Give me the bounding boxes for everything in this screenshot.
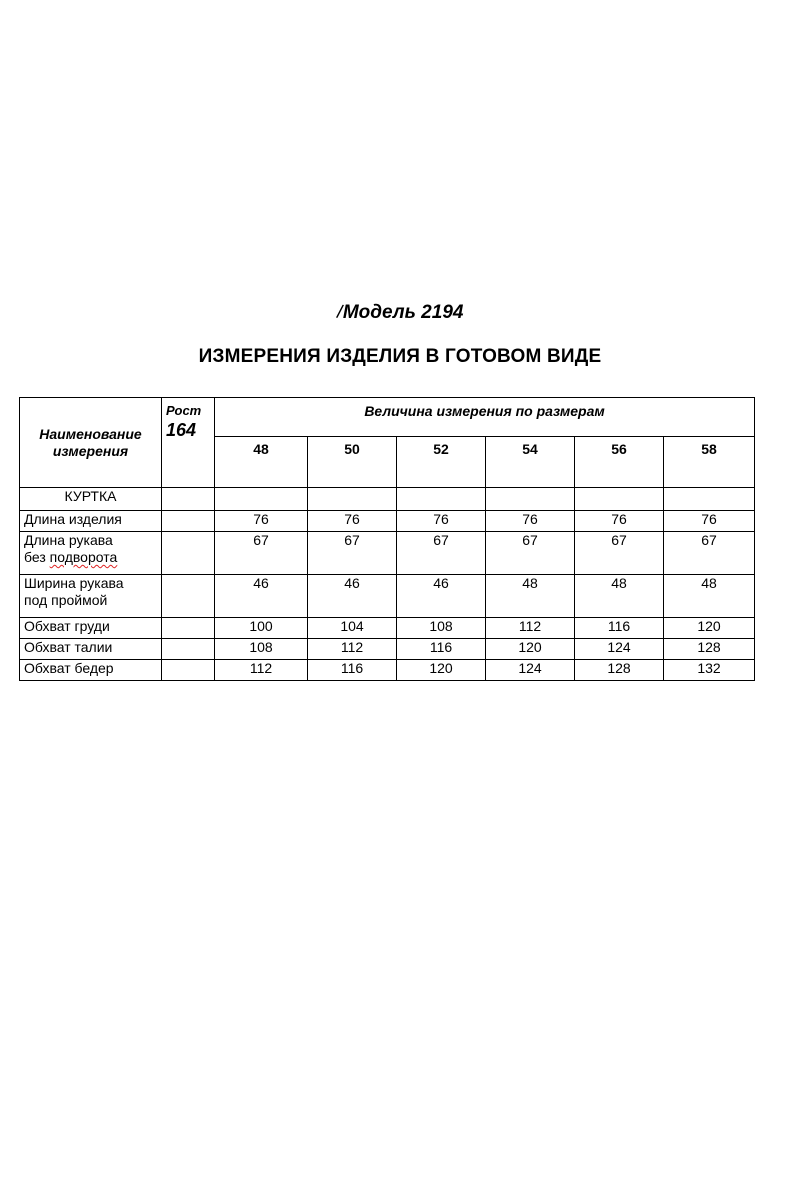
table-cell: 76: [308, 511, 397, 532]
table-cell: 112: [308, 639, 397, 660]
size-header: 48: [215, 437, 308, 488]
table-cell: 46: [308, 575, 397, 618]
table-cell: [162, 532, 215, 575]
table-cell: [486, 488, 575, 511]
table-cell: 128: [575, 660, 664, 681]
table-cell: 104: [308, 618, 397, 639]
table-cell: 120: [664, 618, 755, 639]
table-cell: 112: [486, 618, 575, 639]
row-label-line1: Длина рукава: [24, 532, 113, 548]
table-cell: [162, 488, 215, 511]
table-cell: 67: [575, 532, 664, 575]
measurements-table: [19, 397, 755, 681]
measurement-name-header-line1: Наименование: [39, 425, 142, 442]
table-cell: 67: [397, 532, 486, 575]
row-label-line1: Ширина рукава: [24, 575, 124, 591]
table-cell: [308, 488, 397, 511]
table-cell: 132: [664, 660, 755, 681]
table-cell: 46: [215, 575, 308, 618]
table-cell: [397, 488, 486, 511]
table-cell: 67: [486, 532, 575, 575]
measurement-name-header-line2: измерения: [52, 442, 129, 459]
table-cell: 112: [215, 660, 308, 681]
table-cell: 108: [397, 618, 486, 639]
height-header: [162, 398, 215, 488]
table-cell: 76: [215, 511, 308, 532]
measurement-name-header: [20, 398, 162, 488]
table-cell: [162, 511, 215, 532]
table-row: [20, 618, 755, 639]
height-label: Рост: [166, 403, 202, 418]
table-cell: [162, 575, 215, 618]
table-cell: 124: [575, 639, 664, 660]
model-title-slash: /: [334, 301, 345, 324]
table-row: [20, 575, 755, 618]
table-cell: 108: [215, 639, 308, 660]
table-cell: 67: [308, 532, 397, 575]
row-label: [20, 532, 162, 575]
table-cell: 76: [486, 511, 575, 532]
size-header: 52: [397, 437, 486, 488]
table-cell: 116: [308, 660, 397, 681]
table-cell: 48: [486, 575, 575, 618]
row-label-line2a: без: [24, 549, 50, 565]
section-row: [20, 488, 755, 511]
table-cell: [215, 488, 308, 511]
row-label-line2b: подворота: [49, 549, 118, 565]
table-row: [20, 660, 755, 681]
table-cell: [162, 660, 215, 681]
row-label: Обхват груди: [20, 618, 162, 639]
table-cell: 76: [397, 511, 486, 532]
table-cell: 67: [664, 532, 755, 575]
model-title-text: Модель 2194: [342, 302, 464, 323]
size-header: 54: [486, 437, 575, 488]
table-cell: 100: [215, 618, 308, 639]
table-cell: 48: [575, 575, 664, 618]
table-cell: 46: [397, 575, 486, 618]
table-cell: [575, 488, 664, 511]
table-cell: 67: [215, 532, 308, 575]
table-row: [20, 639, 755, 660]
header-row-1: [20, 398, 755, 437]
row-label: Обхват бедер: [20, 660, 162, 681]
table-cell: [664, 488, 755, 511]
model-title: [0, 302, 800, 324]
size-header: 58: [664, 437, 755, 488]
table-cell: 48: [664, 575, 755, 618]
table-row: [20, 532, 755, 575]
table-cell: 116: [575, 618, 664, 639]
row-label: Длина изделия: [20, 511, 162, 532]
table-cell: [162, 618, 215, 639]
table-cell: 76: [664, 511, 755, 532]
section-label: КУРТКА: [20, 488, 162, 511]
row-label: Обхват талии: [20, 639, 162, 660]
table-cell: 124: [486, 660, 575, 681]
table-cell: 128: [664, 639, 755, 660]
size-header: 56: [575, 437, 664, 488]
table-cell: 120: [397, 660, 486, 681]
table-cell: 76: [575, 511, 664, 532]
table-cell: 116: [397, 639, 486, 660]
sizes-header: Величина измерения по размерам: [215, 398, 755, 437]
table-row: [20, 511, 755, 532]
table-cell: [162, 639, 215, 660]
height-value: 164: [166, 420, 197, 440]
table-cell: 120: [486, 639, 575, 660]
row-label-line2: под проймой: [24, 592, 108, 608]
row-label: [20, 575, 162, 618]
page-title: ИЗМЕРЕНИЯ ИЗДЕЛИЯ В ГОТОВОМ ВИДЕ: [198, 346, 602, 367]
size-header: 50: [308, 437, 397, 488]
